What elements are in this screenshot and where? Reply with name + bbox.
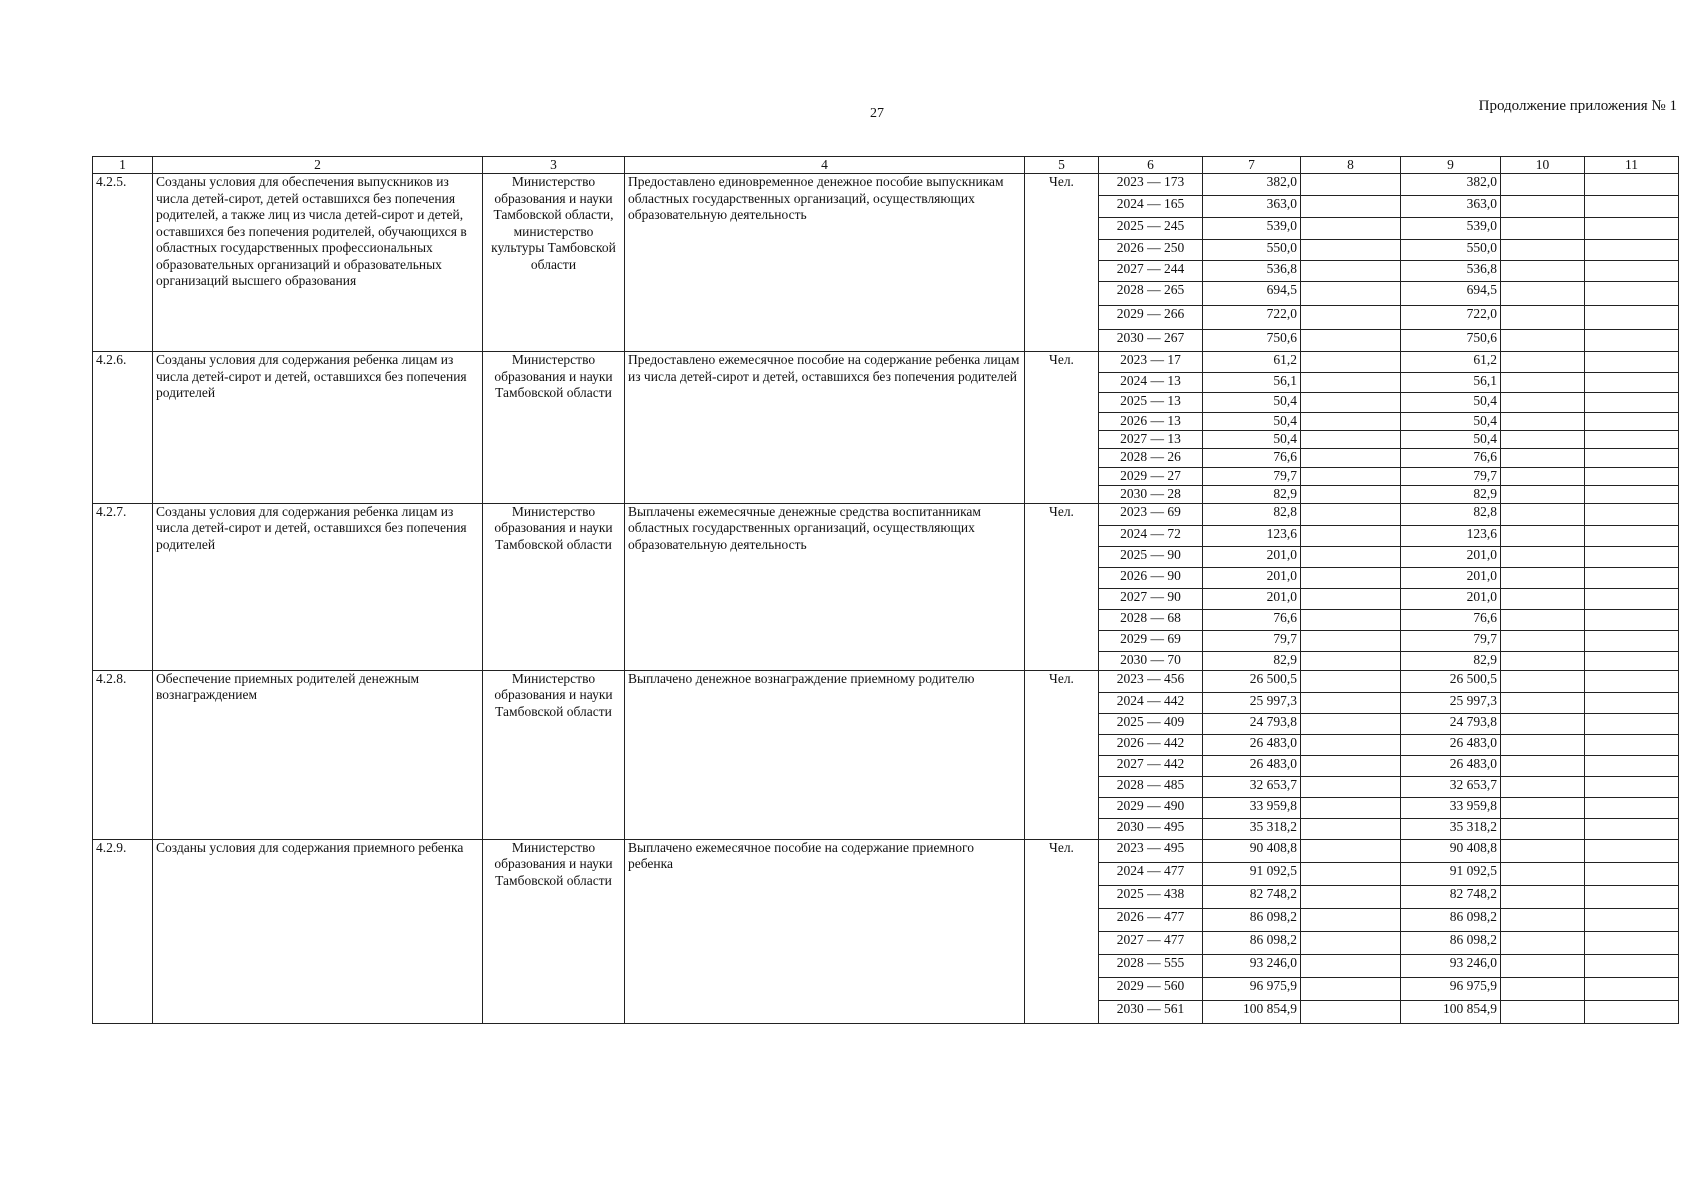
col-header-9: 9 [1401,157,1501,174]
funding-col-10 [1501,503,1585,525]
funding-col-8 [1301,196,1401,218]
funding-col-8 [1301,546,1401,567]
column-number-row [93,157,1679,174]
funding-col-10 [1501,713,1585,734]
funding-col-8 [1301,862,1401,885]
col-header-3: 3 [483,157,625,174]
funding-col-11 [1585,468,1679,486]
funding-total: 79,7 [1203,468,1301,486]
funding-total: 539,0 [1203,218,1301,240]
funding-col-10 [1501,692,1585,713]
indicator-year-value: 2026 — 90 [1099,567,1203,588]
funding-col-8 [1301,908,1401,931]
funding-total: 25 997,3 [1203,692,1301,713]
funding-col-9: 24 793,8 [1401,713,1501,734]
funding-col-11 [1585,885,1679,908]
funding-total: 93 246,0 [1203,954,1301,977]
funding-total: 86 098,2 [1203,931,1301,954]
funding-col-8 [1301,931,1401,954]
funding-col-9: 90 408,8 [1401,839,1501,862]
funding-col-10 [1501,449,1585,468]
funding-col-9: 86 098,2 [1401,908,1501,931]
funding-col-10 [1501,630,1585,651]
expected-result: Выплачены ежемесячные денежные средства воспитанникам областных государственных организаций, осуществляющих образовательную деятельность [625,503,1025,670]
funding-col-8 [1301,525,1401,546]
indicator-year-value: 2026 — 13 [1099,413,1203,431]
measures-table [92,156,1679,1024]
appendix-continuation-note: Продолжение приложения № 1 [1478,98,1677,114]
funding-col-8 [1301,692,1401,713]
funding-col-10 [1501,734,1585,755]
funding-total: 382,0 [1203,174,1301,196]
funding-col-8 [1301,839,1401,862]
measure-number: 4.2.7. [93,503,153,670]
funding-col-11 [1585,670,1679,692]
funding-col-9: 76,6 [1401,609,1501,630]
indicator-year-value: 2026 — 477 [1099,908,1203,931]
funding-col-9: 123,6 [1401,525,1501,546]
funding-col-11 [1585,713,1679,734]
funding-col-10 [1501,282,1585,306]
funding-col-11 [1585,755,1679,776]
funding-col-9: 26 483,0 [1401,755,1501,776]
expected-result: Предоставлено единовременное денежное пособие выпускникам областных государственных организаций, осуществляющих образовательную деятельность [625,174,1025,352]
funding-col-11 [1585,776,1679,797]
funding-col-10 [1501,776,1585,797]
funding-col-8 [1301,797,1401,818]
funding-col-9: 76,6 [1401,449,1501,468]
indicator-year-value: 2025 — 13 [1099,393,1203,413]
funding-col-11 [1585,373,1679,393]
funding-col-9: 382,0 [1401,174,1501,196]
funding-total: 722,0 [1203,306,1301,330]
funding-col-11 [1585,486,1679,503]
funding-col-10 [1501,261,1585,282]
funding-total: 694,5 [1203,282,1301,306]
funding-col-11 [1585,306,1679,330]
indicator-year-value: 2023 — 17 [1099,352,1203,373]
funding-col-11 [1585,954,1679,977]
funding-col-11 [1585,692,1679,713]
funding-col-9: 363,0 [1401,196,1501,218]
col-header-6: 6 [1099,157,1203,174]
funding-total: 201,0 [1203,546,1301,567]
measure-name: Созданы условия для содержания приемного ребенка [153,839,483,1023]
funding-col-10 [1501,862,1585,885]
table-row [93,670,1679,692]
funding-col-11 [1585,196,1679,218]
measure-number: 4.2.6. [93,352,153,503]
funding-col-9: 79,7 [1401,468,1501,486]
funding-col-11 [1585,218,1679,240]
funding-col-8 [1301,776,1401,797]
funding-total: 56,1 [1203,373,1301,393]
funding-col-9: 82 748,2 [1401,885,1501,908]
funding-col-8 [1301,503,1401,525]
funding-col-9: 26 500,5 [1401,670,1501,692]
funding-col-8 [1301,261,1401,282]
col-header-11: 11 [1585,157,1679,174]
funding-total: 76,6 [1203,449,1301,468]
indicator-year-value: 2026 — 250 [1099,240,1203,261]
funding-col-8 [1301,609,1401,630]
indicator-year-value: 2030 — 28 [1099,486,1203,503]
funding-col-10 [1501,954,1585,977]
funding-col-9: 50,4 [1401,413,1501,431]
funding-total: 82,8 [1203,503,1301,525]
funding-col-10 [1501,525,1585,546]
unit-of-measure: Чел. [1025,352,1099,503]
funding-col-8 [1301,670,1401,692]
indicator-year-value: 2029 — 27 [1099,468,1203,486]
funding-col-11 [1585,174,1679,196]
funding-col-11 [1585,567,1679,588]
funding-total: 50,4 [1203,431,1301,449]
funding-total: 26 483,0 [1203,755,1301,776]
indicator-year-value: 2024 — 442 [1099,692,1203,713]
funding-total: 61,2 [1203,352,1301,373]
funding-col-10 [1501,931,1585,954]
funding-col-9: 722,0 [1401,306,1501,330]
funding-col-10 [1501,486,1585,503]
funding-col-9: 50,4 [1401,431,1501,449]
funding-col-10 [1501,240,1585,261]
indicator-year-value: 2024 — 13 [1099,373,1203,393]
funding-col-9: 539,0 [1401,218,1501,240]
funding-total: 91 092,5 [1203,862,1301,885]
indicator-year-value: 2030 — 561 [1099,1000,1203,1023]
funding-total: 82,9 [1203,651,1301,670]
funding-col-8 [1301,567,1401,588]
funding-col-10 [1501,588,1585,609]
funding-col-9: 201,0 [1401,567,1501,588]
funding-col-9: 82,8 [1401,503,1501,525]
funding-total: 24 793,8 [1203,713,1301,734]
table-row [93,352,1679,373]
funding-total: 100 854,9 [1203,1000,1301,1023]
funding-total: 201,0 [1203,588,1301,609]
indicator-year-value: 2028 — 485 [1099,776,1203,797]
col-header-10: 10 [1501,157,1585,174]
funding-total: 76,6 [1203,609,1301,630]
responsible-executor: Министерство образования и науки Тамбовской области, министерство культуры Тамбовской области [483,174,625,352]
funding-col-9: 100 854,9 [1401,1000,1501,1023]
indicator-year-value: 2023 — 173 [1099,174,1203,196]
funding-col-10 [1501,651,1585,670]
funding-col-11 [1585,261,1679,282]
expected-result: Предоставлено ежемесячное пособие на содержание ребенка лицам из числа детей-сирот и детей, оставшихся без попечения родителей [625,352,1025,503]
indicator-year-value: 2027 — 90 [1099,588,1203,609]
unit-of-measure: Чел. [1025,174,1099,352]
funding-col-11 [1585,908,1679,931]
funding-col-8 [1301,174,1401,196]
funding-col-11 [1585,393,1679,413]
funding-total: 50,4 [1203,413,1301,431]
funding-col-8 [1301,282,1401,306]
funding-total: 50,4 [1203,393,1301,413]
funding-col-8 [1301,1000,1401,1023]
funding-col-9: 82,9 [1401,651,1501,670]
funding-total: 32 653,7 [1203,776,1301,797]
funding-col-10 [1501,468,1585,486]
funding-col-9: 61,2 [1401,352,1501,373]
funding-col-11 [1585,977,1679,1000]
funding-col-8 [1301,977,1401,1000]
indicator-year-value: 2024 — 72 [1099,525,1203,546]
funding-col-9: 536,8 [1401,261,1501,282]
indicator-year-value: 2029 — 266 [1099,306,1203,330]
funding-col-10 [1501,546,1585,567]
indicator-year-value: 2027 — 442 [1099,755,1203,776]
funding-col-11 [1585,431,1679,449]
col-header-2: 2 [153,157,483,174]
indicator-year-value: 2028 — 26 [1099,449,1203,468]
funding-col-11 [1585,630,1679,651]
funding-col-11 [1585,503,1679,525]
funding-col-11 [1585,797,1679,818]
table-row [93,174,1679,196]
indicator-year-value: 2024 — 477 [1099,862,1203,885]
col-header-5: 5 [1025,157,1099,174]
funding-col-10 [1501,352,1585,373]
funding-col-10 [1501,908,1585,931]
funding-col-11 [1585,931,1679,954]
col-header-1: 1 [93,157,153,174]
indicator-year-value: 2023 — 69 [1099,503,1203,525]
indicator-year-value: 2029 — 560 [1099,977,1203,1000]
indicator-year-value: 2027 — 477 [1099,931,1203,954]
indicator-year-value: 2025 — 245 [1099,218,1203,240]
indicator-year-value: 2024 — 165 [1099,196,1203,218]
funding-col-10 [1501,393,1585,413]
indicator-year-value: 2025 — 90 [1099,546,1203,567]
funding-col-11 [1585,588,1679,609]
funding-col-9: 201,0 [1401,588,1501,609]
measure-number: 4.2.8. [93,670,153,839]
indicator-year-value: 2023 — 495 [1099,839,1203,862]
funding-col-10 [1501,330,1585,352]
responsible-executor: Министерство образования и науки Тамбовской области [483,839,625,1023]
funding-col-10 [1501,755,1585,776]
table-row [93,839,1679,862]
funding-col-8 [1301,373,1401,393]
funding-total: 750,6 [1203,330,1301,352]
measure-name: Созданы условия для содержания ребенка лицам из числа детей-сирот и детей, оставшихся без попечения родителей [153,503,483,670]
expected-result: Выплачено ежемесячное пособие на содержание приемного ребенка [625,839,1025,1023]
funding-col-10 [1501,567,1585,588]
funding-col-11 [1585,240,1679,261]
unit-of-measure: Чел. [1025,503,1099,670]
funding-col-8 [1301,755,1401,776]
funding-total: 35 318,2 [1203,818,1301,839]
unit-of-measure: Чел. [1025,839,1099,1023]
funding-col-11 [1585,282,1679,306]
funding-total: 82 748,2 [1203,885,1301,908]
funding-col-11 [1585,352,1679,373]
col-header-4: 4 [625,157,1025,174]
funding-col-9: 25 997,3 [1401,692,1501,713]
funding-total: 82,9 [1203,486,1301,503]
funding-total: 79,7 [1203,630,1301,651]
funding-total: 86 098,2 [1203,908,1301,931]
funding-col-9: 694,5 [1401,282,1501,306]
funding-col-9: 56,1 [1401,373,1501,393]
funding-col-8 [1301,651,1401,670]
measure-name: Созданы условия для обеспечения выпускников из числа детей-сирот, детей оставшихся без попечения родителей, а также лиц из числа детей-сирот и детей, оставшихся без попечения родителей, обучающихся в областных государственных профессиональных образовательных организаций и образовательных организаций высшего образования [153,174,483,352]
funding-col-8 [1301,218,1401,240]
funding-col-10 [1501,609,1585,630]
funding-col-9: 33 959,8 [1401,797,1501,818]
responsible-executor: Министерство образования и науки Тамбовской области [483,352,625,503]
funding-col-10 [1501,174,1585,196]
indicator-year-value: 2029 — 490 [1099,797,1203,818]
funding-col-11 [1585,1000,1679,1023]
funding-col-11 [1585,862,1679,885]
funding-col-8 [1301,431,1401,449]
funding-total: 550,0 [1203,240,1301,261]
funding-col-8 [1301,588,1401,609]
funding-total: 33 959,8 [1203,797,1301,818]
funding-col-8 [1301,630,1401,651]
funding-col-9: 50,4 [1401,393,1501,413]
funding-col-11 [1585,651,1679,670]
indicator-year-value: 2028 — 68 [1099,609,1203,630]
funding-col-10 [1501,413,1585,431]
funding-total: 123,6 [1203,525,1301,546]
funding-col-10 [1501,431,1585,449]
expected-result: Выплачено денежное вознаграждение приемному родителю [625,670,1025,839]
funding-col-8 [1301,330,1401,352]
col-header-8: 8 [1301,157,1401,174]
page-number: 27 [870,106,884,121]
indicator-year-value: 2030 — 267 [1099,330,1203,352]
funding-col-11 [1585,413,1679,431]
measures-body [93,174,1679,1023]
funding-col-9: 26 483,0 [1401,734,1501,755]
indicator-year-value: 2029 — 69 [1099,630,1203,651]
funding-col-8 [1301,449,1401,468]
funding-col-10 [1501,885,1585,908]
funding-total: 363,0 [1203,196,1301,218]
indicator-year-value: 2028 — 265 [1099,282,1203,306]
funding-col-8 [1301,306,1401,330]
funding-col-8 [1301,413,1401,431]
measure-name: Обеспечение приемных родителей денежным вознаграждением [153,670,483,839]
funding-col-9: 86 098,2 [1401,931,1501,954]
funding-col-8 [1301,352,1401,373]
funding-col-9: 79,7 [1401,630,1501,651]
funding-total: 26 483,0 [1203,734,1301,755]
funding-col-10 [1501,306,1585,330]
funding-col-8 [1301,734,1401,755]
funding-col-8 [1301,486,1401,503]
funding-col-8 [1301,885,1401,908]
indicator-year-value: 2028 — 555 [1099,954,1203,977]
funding-col-9: 82,9 [1401,486,1501,503]
funding-total: 96 975,9 [1203,977,1301,1000]
funding-col-10 [1501,196,1585,218]
funding-col-11 [1585,546,1679,567]
funding-col-11 [1585,609,1679,630]
indicator-year-value: 2025 — 438 [1099,885,1203,908]
funding-col-10 [1501,797,1585,818]
funding-col-10 [1501,218,1585,240]
funding-total: 536,8 [1203,261,1301,282]
funding-col-8 [1301,393,1401,413]
table-row [93,503,1679,525]
funding-col-9: 96 975,9 [1401,977,1501,1000]
funding-col-11 [1585,734,1679,755]
funding-col-11 [1585,330,1679,352]
funding-total: 201,0 [1203,567,1301,588]
funding-col-8 [1301,713,1401,734]
funding-col-8 [1301,954,1401,977]
funding-col-10 [1501,670,1585,692]
funding-col-9: 35 318,2 [1401,818,1501,839]
funding-col-11 [1585,839,1679,862]
col-header-7: 7 [1203,157,1301,174]
indicator-year-value: 2023 — 456 [1099,670,1203,692]
funding-total: 26 500,5 [1203,670,1301,692]
funding-col-8 [1301,468,1401,486]
funding-col-10 [1501,818,1585,839]
funding-col-11 [1585,449,1679,468]
funding-col-10 [1501,373,1585,393]
funding-col-9: 93 246,0 [1401,954,1501,977]
indicator-year-value: 2027 — 13 [1099,431,1203,449]
responsible-executor: Министерство образования и науки Тамбовской области [483,503,625,670]
funding-col-9: 91 092,5 [1401,862,1501,885]
funding-col-9: 32 653,7 [1401,776,1501,797]
responsible-executor: Министерство образования и науки Тамбовской области [483,670,625,839]
measure-number: 4.2.5. [93,174,153,352]
indicator-year-value: 2030 — 495 [1099,818,1203,839]
funding-col-9: 550,0 [1401,240,1501,261]
funding-col-8 [1301,240,1401,261]
funding-col-10 [1501,977,1585,1000]
indicator-year-value: 2025 — 409 [1099,713,1203,734]
unit-of-measure: Чел. [1025,670,1099,839]
funding-col-11 [1585,525,1679,546]
funding-total: 90 408,8 [1203,839,1301,862]
funding-col-11 [1585,818,1679,839]
indicator-year-value: 2030 — 70 [1099,651,1203,670]
measure-number: 4.2.9. [93,839,153,1023]
funding-col-10 [1501,839,1585,862]
funding-col-8 [1301,818,1401,839]
measure-name: Созданы условия для содержания ребенка лицам из числа детей-сирот и детей, оставшихся без попечения родителей [153,352,483,503]
indicator-year-value: 2027 — 244 [1099,261,1203,282]
funding-col-9: 201,0 [1401,546,1501,567]
funding-col-10 [1501,1000,1585,1023]
indicator-year-value: 2026 — 442 [1099,734,1203,755]
funding-col-9: 750,6 [1401,330,1501,352]
